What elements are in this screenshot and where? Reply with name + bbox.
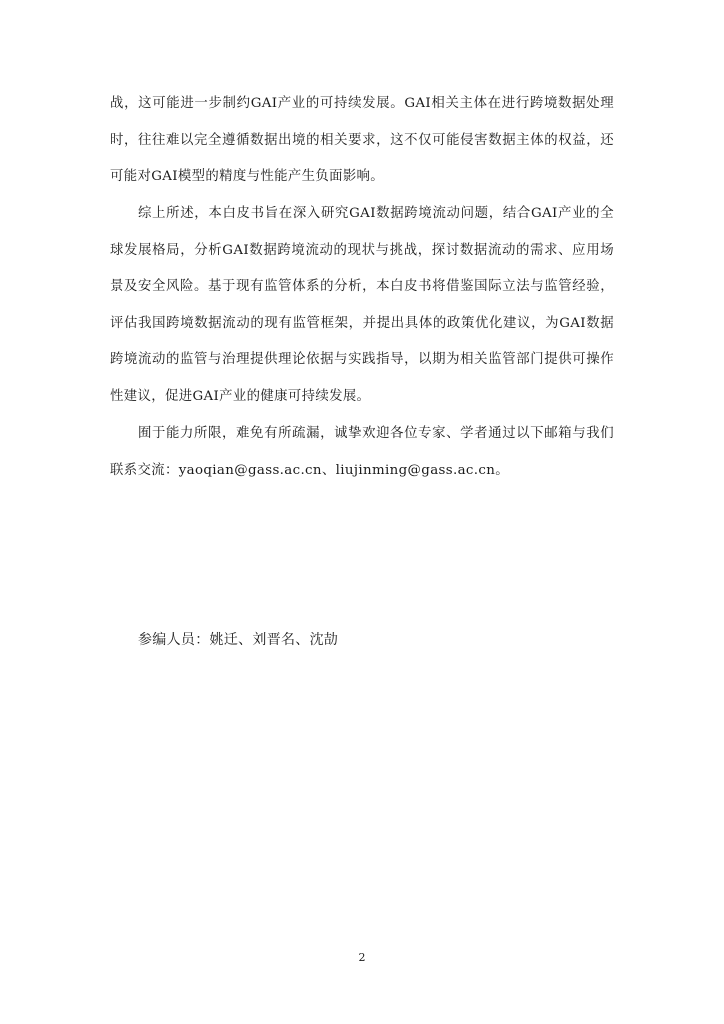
paragraph-continuation: 战，这可能进一步制约GAI产业的可持续发展。GAI相关主体在进行跨境数据处理时，往往难以完全遵循数据出境的相关要求，这不仅可能侵害数据主体的权益，还可能对GAI模型的精度与性能产生负面影响。 bbox=[110, 96, 614, 185]
paragraph-contact: 囿于能力所限，难免有所疏漏，诚挚欢迎各位专家、学者通过以下邮箱与我们联系交流：yaoqian@gass.ac.cn、liujinming@gass.ac.cn。 bbox=[110, 426, 614, 478]
contributors-line: 参编人员：姚迁、刘晋名、沈劼 bbox=[138, 632, 339, 648]
paragraph-summary: 综上所述，本白皮书旨在深入研究GAI数据跨境流动问题，结合GAI产业的全球发展格局，分析GAI数据跨境流动的现状与挑战，探讨数据流动的需求、应用场景及安全风险。基于现有监管体系的分析，本白皮书将借鉴国际立法与监管经验，评估我国跨境数据流动的现有监管框架，并提出具体的政策优化建议，为GAI数据跨境流动的监管与治理提供理论依据与实践指导，以期为相关监管部门提供可操作性建议，促进GAI产业的健康可持续发展。 bbox=[110, 206, 614, 404]
page-number: 2 bbox=[358, 951, 366, 964]
